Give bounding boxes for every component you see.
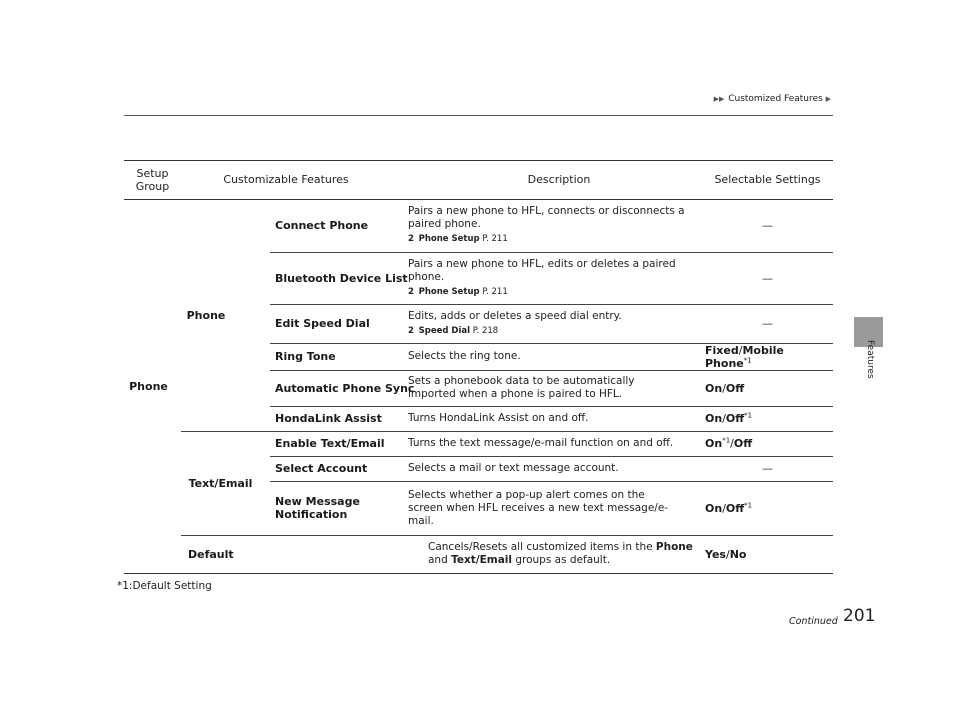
page-reference[interactable] [408,286,688,299]
setting-option: Off [733,437,753,450]
description-text: Edits, adds or deletes a speed dial entry. [408,309,622,322]
description-bold: Phone [655,541,693,553]
section-tab-label: Features [865,340,875,379]
description-bold: Text/Email [451,554,513,566]
breadcrumb-end-arrow-icon: ▶ [825,95,831,103]
setting-option: On [705,501,723,515]
breadcrumb-text[interactable]: Customized Features [728,94,823,104]
feature-new-message-notification: New Message Notification [275,495,360,521]
setting-select-account: — [762,462,773,475]
reference-page: P. 211 [482,234,508,244]
description-ring-tone: Selects the ring tone. [408,350,521,362]
description-text: groups as default. [512,554,611,566]
reference-title: Phone Setup [418,234,480,244]
setting-option: On [705,437,723,450]
feature-hondalink-assist: HondaLink Assist [275,412,382,425]
description-text: and [428,554,452,566]
page-number: 201 [843,606,876,626]
breadcrumb-arrow-icon: ▶▶ [713,95,725,103]
setting-separator: / [722,501,726,515]
setting-separator: / [738,343,743,357]
setting-option: Off [725,381,745,395]
setting-option: Off [725,501,745,515]
footnote: *1:Default Setting [117,580,212,592]
default-marker: *1 [722,436,731,445]
subgroup-text-email: Text/Email [188,476,253,490]
description-edit-speed-dial [408,304,698,343]
table-bottom-rule [124,573,833,574]
header-setup-group: Setup Group [135,166,170,193]
setting-ring-tone [705,343,833,370]
reference-arrow-icon: 2 [408,325,414,336]
feature-ring-tone: Ring Tone [275,350,336,363]
setting-option: Mobile Phone [705,343,784,370]
description-default [428,535,698,573]
description-text: Cancels/Resets all customized items in the [428,541,656,553]
setting-separator: / [725,547,730,561]
setting-separator: / [730,437,734,450]
setting-default [705,535,833,573]
feature-default: Default [188,547,234,561]
feature-connect-phone: Connect Phone [275,219,369,232]
setting-separator: / [722,412,726,425]
continued-label: Continued [789,616,838,627]
group-phone: Phone [129,379,168,393]
reference-page: P. 218 [472,325,499,336]
setting-new-message-notification [705,481,833,535]
reference-title: Phone Setup [418,286,480,297]
setting-option: No [729,547,747,561]
header-selectable-settings: Selectable Settings [714,173,821,186]
description-new-message-notification: Selects whether a pop-up alert comes on the screen when HFL receives a new text message/e-mail. [408,488,669,527]
description-hondalink-assist: Turns HondaLink Assist on and off. [408,412,589,424]
setting-option: Off [725,412,745,425]
setting-bluetooth-device-list: — [762,271,773,285]
subgroup-phone: Phone [186,308,226,322]
setting-option: Fixed [705,343,739,357]
reference-arrow-icon: 2 [408,234,414,244]
feature-edit-speed-dial: Edit Speed Dial [275,317,370,330]
setting-option: On [705,381,723,395]
default-marker: *1 [743,355,752,364]
reference-page: P. 211 [482,286,508,297]
default-marker: *1 [744,411,753,420]
feature-automatic-phone-sync: Automatic Phone Sync [275,381,415,395]
description-enable-text-email: Turns the text message/e-mail function on and off. [408,437,674,449]
feature-select-account: Select Account [275,462,368,475]
setting-edit-speed-dial: — [762,317,773,330]
features-table [124,160,833,574]
header-rule [124,115,833,116]
description-text: Pairs a new phone to HFL, edits or deletes a paired phone. [408,257,676,283]
header-description: Description [527,173,591,186]
setting-option: Yes [705,547,726,561]
default-marker: *1 [744,500,753,509]
setting-hondalink-assist [705,406,833,431]
page-reference[interactable] [408,325,622,338]
page-reference[interactable] [408,233,698,246]
feature-bluetooth-device-list: Bluetooth Device List [275,271,408,285]
description-bluetooth-device-list [408,252,688,304]
breadcrumb [714,94,832,104]
feature-enable-text-email: Enable Text/Email [275,437,385,450]
description-connect-phone [408,199,698,252]
setting-separator: / [722,381,726,395]
header-customizable-features: Customizable Features [223,173,349,186]
description-select-account: Selects a mail or text message account. [408,462,619,474]
setting-connect-phone: — [762,219,773,232]
setting-enable-text-email [705,431,833,456]
reference-arrow-icon: 2 [408,286,414,297]
reference-title: Speed Dial [418,325,471,336]
description-text: Pairs a new phone to HFL, connects or disconnects a paired phone. [408,205,685,230]
setting-automatic-phone-sync [705,370,833,406]
setting-option: On [705,412,723,425]
description-automatic-phone-sync: Sets a phonebook data to be automatically imported when a phone is paired to HFL. [408,375,635,400]
